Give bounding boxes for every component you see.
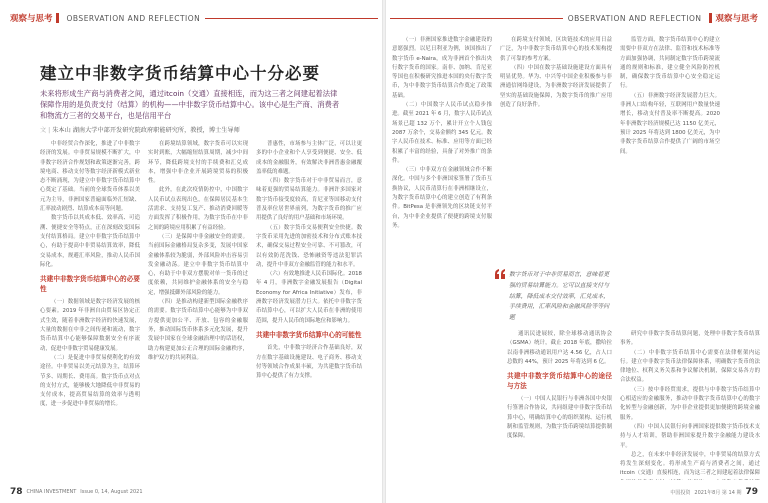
paragraph: 数字货币以其成本低、效率高、可追溯、便捷安全等特点，正在深刻改变国际支付结算格局。建立中非数字货币结算中心，有助于提高中非贸易结算效率，降低交易成本，规避汇率风险，推动人民币国际化。	[40, 215, 140, 268]
paragraph: （四）中国在数字基础设施建设方面具有明显优势。华为、中兴等中国企业积极参与非洲通信网络建设，为非洲数字经济发展提供了坚实的基础设施保障，为数字货币的推广应用创造了良好条件。	[500, 64, 612, 109]
paragraph: （二）中国数字人民币试点稳步推进。截至 2021 年 6 月，数字人民币试点场景已超 132 万个，累计开立个人钱包 2087 万余个，交易金额约 345 亿元。数字人民币在技术、标准、应用等方面已经积累了丰富的经验，具备了对外推广的条件。	[392, 102, 492, 164]
magazine-name: 中国投资	[670, 489, 691, 496]
paragraph: （四）是推动构建新型国际金融秩序的需要。数字货币结算中心能够为中非双方提供更加公平、开放、包容的金融服务，推动国际货币体系多元化发展，提升发展中国家在全球金融治理中的话语权，助力构建更加公正合理的国际金融秩序，维护双方的共同利益。	[148, 299, 248, 361]
page-number: 79	[745, 487, 758, 497]
paragraph: 在跨境结算领域，数字货币可以实现实时到账，大幅缩短结算周期，减少中间环节，降低跨境支付的手续费和汇兑成本，增强中非企业开展跨境贸易的积极性。	[148, 141, 248, 185]
right-page	[384, 0, 768, 503]
paragraph: （六）有效地推进人民币国际化。2018 年 4 月，非洲数字金融发展报告（Digital Economy for Africa Initiative）发布，非洲数字经济发展潜力巨大。依托中非数字货币结算中心，可以扩大人民币在非洲的使用范围，提升人民币的国际地位和影响力。	[256, 271, 362, 324]
paragraph: （五）非洲数字经济发展潜力巨大。非洲人口结构年轻，互联网用户数量快速增长，移动支付普及率不断提高。2020 年非洲数字经济规模已达 1150 亿美元，预计 2025 年将达到 1800 亿美元，为中非数字货币结算合作提供了广阔的市场空间。	[620, 92, 720, 155]
paragraph: （五）数字货币交易便利安全快捷。数字货币采用先进的加密技术和分布式账本技术，确保交易过程安全可靠、不可篡改，可以有效防范洗钱、恐怖融资等违法犯罪活动，提升中非双方金融监管的能力和水平。	[256, 224, 362, 268]
section-label-cn: 观察与思考	[715, 14, 758, 24]
paragraph: （二）中非数字货币结算中心需要在法律框架内运行。建立中非数字货币法律保障体系，明确数字货币的法律地位、权利义务关系和争议解决机制，保障交易各方的合法权益。	[620, 349, 760, 384]
paragraph: 首先，中非数字经济合作基础良好，双方在数字基础设施建设、电子商务、移动支付等领域合作成果丰硕，为共建数字货币结算中心提供了有力支撑。	[256, 345, 362, 380]
paragraph: （一）中国人民银行与非洲各国中央银行签署合作协议，共同组建中非数字货币结算中心，明确结算中心的组织架构、运行机制和监管规则，为数字货币跨境结算提供制度保障。	[507, 396, 612, 440]
paragraph: （二）是促进中非贸易便利化的有效途径。中非贸易以美元结算为主，结算环节多、周期长、费用高。数字货币点对点的支付方式，能够极大地降低中非贸易的支付成本，提高贸易结算的效率与透明度，进一步促进中非贸易的增长。	[40, 354, 140, 408]
author-line	[40, 125, 240, 134]
section-label-cn: 观察与思考	[10, 14, 53, 24]
paragraph: （四）数字货币对于中非贸易而言，意味着更强的贸易结算能力。非洲许多国家对数字货币接受度较高，肯尼亚等国移动支付普及率位居世界前列，为数字货币的推广应用提供了良好的用户基础和市场环境。	[256, 178, 362, 222]
section-heading: 共建中非数字货币结算中心的可能性	[256, 330, 362, 339]
left-column-3	[256, 140, 362, 480]
page-number: 78	[10, 487, 23, 497]
right-column-3-top	[620, 36, 720, 326]
right-column-4	[620, 330, 760, 480]
paragraph: 监管方面，数字货币结算中心的建立需要中非双方在法律、监管和技术标准等方面加强协调，共同制定数字货币跨境流通的规则和标准，建立健全风险防控机制，确保数字货币结算中心安全稳定运行。	[620, 37, 720, 90]
right-column-3	[507, 330, 612, 480]
paragraph: （三）按中非经贸需求，提供与中非数字货币结算中心相适应的金融服务，推动中非数字货币结算中心的数字化转型与金融创新，为中非企业提供更加便捷的跨境金融服务。	[620, 386, 760, 421]
paragraph: 中非经贸合作深化，推进了中非数字经济的发展。中非贸易规模不断扩大，中非数字经济合作规划和政策逐渐完善，跨境电商、移动支付等数字经济新模式新业态不断涌现，为建立中非数字货币结算中心奠定了基础。当前的全球货币体系以美元为主导，非洲国家普遍面临外汇短缺、汇率波动剧烈、结算成本高等问题。	[40, 141, 140, 213]
section-heading: 共建中非数字货币结算中心的途径与方法	[507, 372, 612, 390]
issue-info: Issue 0, 14, August 2021	[80, 489, 143, 495]
left-footer	[10, 487, 143, 497]
paragraph: 通讯民进展较，除全球移动通讯协会（GSMA）统计，截止 2018 年底，撒哈拉以南非洲移动通讯用户达 4.56 亿，占人口总数的 44%，预计 2025 年将达到 6 亿。	[507, 331, 612, 365]
paragraph: （三）中非双方在金融领域合作不断深化。中国与多个非洲国家签署了货币互换协议，人民币清算行在非洲相继设立，为数字货币结算中心的建立创造了有利条件。BitPesa 是非洲领先的区块链支付平台，为中非企业提供了便捷的跨境支付服务。	[392, 167, 492, 229]
pull-quote: 数字货币对于中非贸易而言，意味着更强的贸易结算能力。它可以直接支付与结算，降低成本交付效率，汇兑成本，手续费用，汇率风险和金融风险等等问题	[509, 272, 610, 322]
section-label-en: OBSERVATION AND REFLECTION	[66, 13, 201, 23]
section-label-en: OBSERVATION AND REFLECTION	[567, 13, 702, 23]
article-title: 建立中非数字货币结算中心十分必要	[40, 64, 320, 83]
paragraph: 总之，在未来中非经济发展中，中非贸易的结算方式将发生深刻变化。将形成生产商与消费者之间，通过 itcoin（交通）直接相连，而为这三者之间建起着法律保障	[620, 451, 760, 477]
header-divider	[709, 13, 712, 23]
paragraph: 普惠性，市场参与主体广泛，可以让更多的中小企业和个人享受到便捷、安全、低成本的金融服务，有效解决非洲普惠金融覆盖率低的难题。	[256, 141, 362, 175]
header-divider	[56, 13, 59, 23]
header-rule	[205, 18, 378, 19]
right-column-1	[392, 36, 492, 482]
author-name: 朱本山	[52, 127, 71, 134]
issue-info: 2021年8月 第 14 期	[694, 489, 742, 496]
header-rule	[390, 18, 563, 19]
author-affiliation: 湖南大学中部开发研究院政府职能研究所，教授，博士生导师	[72, 127, 240, 134]
right-header	[390, 10, 758, 26]
magazine-name: CHINA INVESTMENT	[26, 489, 77, 495]
left-column-1	[40, 140, 140, 480]
paragraph: 此外，在此次疫情防控中，中国数字人民币试点表现出色，在保障居民基本生活需求、支持复工复产、推动消费回暖等方面发挥了积极作用，为数字货币在中非之间的跨境应用积累了有益经验。	[148, 187, 248, 231]
right-column-2	[500, 36, 612, 264]
right-footer	[670, 487, 758, 497]
left-column-2	[148, 140, 248, 480]
paragraph: 研究中非数字货币结算问题，处理中非数字货币结算事务。	[620, 331, 760, 347]
paragraph: （一）非洲国家推进数字金融建设的意愿强烈。以尼日利亚为例，该国推出了数字货币 e-Naira，成为非洲首个推出央行数字货币的国家。南非、加纳、肯尼亚等国也在积极研究推进本国的央行数字货币，为中非数字货币结算合作奠定了政策基础。	[392, 37, 492, 99]
left-header	[10, 10, 378, 26]
paragraph: （三）是保障中非金融安全的需要。当前国际金融格局复杂多变，发展中国家金融体系较为脆弱，外部风险冲击容易引发金融动荡。建立中非数字货币结算中心，有助于中非双方摆脱对单一货币的过度依赖，共同维护金融体系的安全与稳定，增强抵御外部风险的能力。	[148, 233, 248, 296]
section-heading: 共建中非数字货币结算中心的必要性	[40, 275, 140, 293]
paragraph: 在跨境支付领域，区块链技术的应用日益广泛，为中非数字货币结算中心的技术架构提供了可靠的参考方案。	[500, 37, 612, 62]
quote-mark-icon	[494, 268, 506, 280]
article-lead: 未来将形成生产商与消费者之间，通过itcoin（交通）直接相连，而为这三者之间建起着法律保障作用的是负责支付（结算）的机构——中非数字货币结算中心。该中心是生产商、消费者和物流方三者的交易平台，也是信用平台	[40, 89, 340, 121]
author-prefix: 文 |	[40, 127, 51, 134]
paragraph: （一）数据领域是数字经济发展的核心要素。2019 年非洲自由贸易区协定正式生效，随着非洲数字经济的快速发展，大量的数据在中非之间传递和流动，数字货币结算中心能够保障数据安全有序流动，促进中非数字贸易健康发展。	[40, 299, 140, 352]
paragraph: （四）中国人民银行向非洲国家提供数字货币技术支持与人才培训，帮助非洲国家提升数字金融能力建设水平。	[620, 423, 760, 449]
